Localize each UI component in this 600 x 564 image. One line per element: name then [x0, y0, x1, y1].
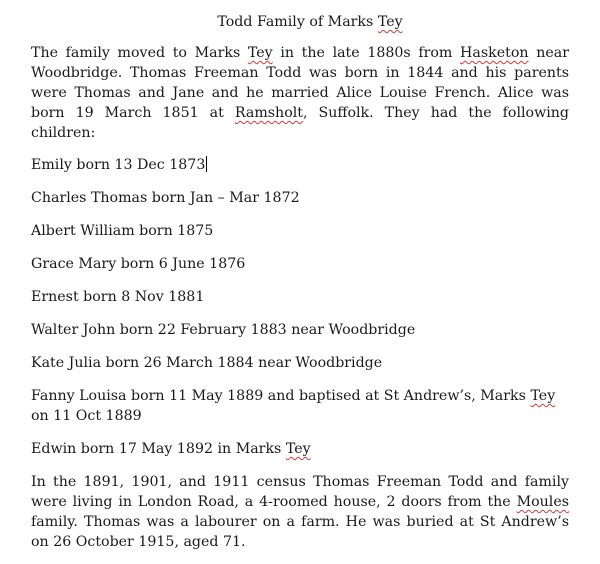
child-entry: Kate Julia born 26 March 1884 near Woodbridge	[31, 355, 383, 371]
census-text: In the 1891, 1901, and 1911 census Thomas Freeman Todd and family were living in London Road, a 4-roomed house, 2 doors from the	[31, 474, 569, 510]
child-entry	[31, 386, 569, 426]
intro-text: The family moved to Marks	[31, 45, 248, 61]
spelling-flag: Hasketon	[460, 45, 529, 61]
child-entry	[31, 439, 569, 459]
intro-paragraph	[31, 43, 569, 143]
spelling-flag: Tey	[530, 388, 556, 404]
intro-text: , Suffolk. They had the following children:	[31, 105, 569, 141]
child-entry-text: Fanny Louisa born 11 May 1889 and baptised at St Andrew’s, Marks	[31, 388, 531, 404]
census-paragraph	[31, 472, 569, 552]
child-entry-text: on 11 Oct 1889	[31, 408, 142, 424]
child-entry	[31, 155, 569, 175]
census-text: family. Thomas was a labourer on a farm. He was buried at St Andrew’s on 26 October 1915, aged 71.	[31, 514, 569, 550]
child-entry: Walter John born 22 February 1883 near Woodbridge	[31, 322, 416, 338]
intro-text: near Woodbridge. Thomas Freeman Todd was born in 1844 and his parents were Thomas and Jane and he married Alice Louise French. Alice was born 19 March 1851 at	[31, 45, 569, 121]
child-entry-text: Edwin born 17 May 1892 in Marks	[31, 441, 286, 457]
spelling-flag: Tey	[247, 45, 273, 61]
title-text: Todd Family of Marks	[217, 14, 378, 30]
spelling-flag: Tey	[377, 14, 403, 30]
spelling-flag: Ramsholt	[234, 105, 303, 121]
intro-text: in the late 1880s from	[272, 45, 461, 61]
child-entry: Charles Thomas born Jan – Mar 1872	[31, 190, 300, 206]
spelling-flag: Tey	[285, 441, 311, 457]
child-entry: Ernest born 8 Nov 1881	[31, 289, 205, 305]
document-page[interactable]	[31, 0, 569, 552]
page-title	[31, 13, 569, 32]
text-cursor	[206, 156, 207, 172]
child-entry-text: Emily born 13 Dec 1873	[31, 157, 206, 173]
spelling-flag: Moules	[516, 494, 569, 510]
child-entry: Grace Mary born 6 June 1876	[31, 256, 246, 272]
child-entry: Albert William born 1875	[31, 223, 214, 239]
